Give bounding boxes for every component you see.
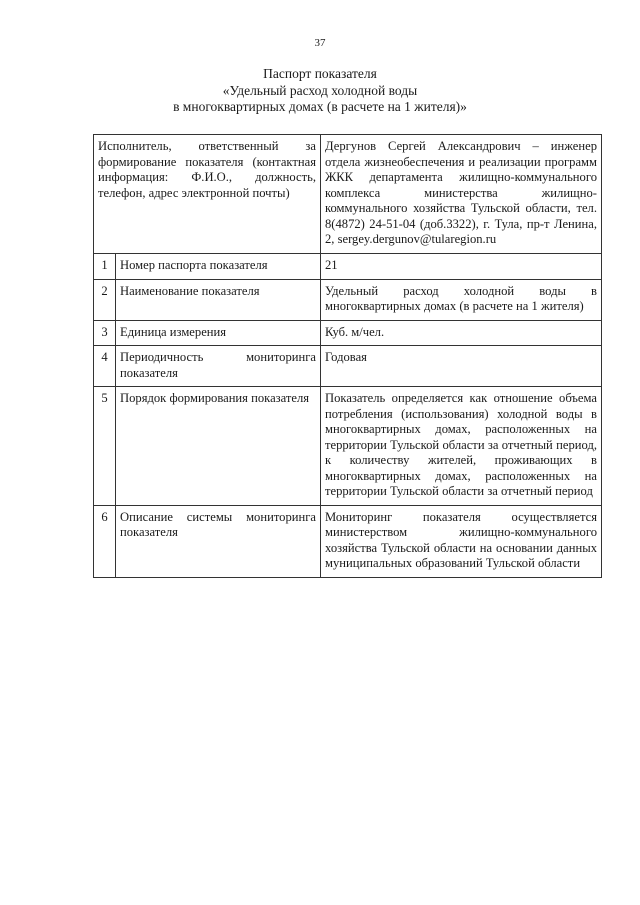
row-number: 3 (94, 320, 116, 346)
table-row (94, 279, 602, 320)
row-label: Единица измерения (116, 320, 321, 346)
row-number: 1 (94, 254, 116, 280)
table-row (94, 387, 602, 506)
title-line-2: «Удельный расход холодной воды (222, 82, 418, 98)
row-value: Куб. м/чел. (321, 320, 602, 346)
row-value: Мониторинг показателя осуществляется министерством жилищно-коммунального хозяйства Тульской области на основании данных муниципальных образований Тульской области (321, 505, 602, 577)
executor-label: Исполнитель, ответственный за формирование показателя (контактная информация: Ф.И.О., должность, телефон, адрес электронной почты) (94, 135, 321, 254)
table-row (94, 320, 602, 346)
page-number: 37 (314, 37, 326, 49)
title-line-1: Паспорт показателя (263, 66, 377, 81)
table-row-executor (94, 135, 602, 254)
title-line-3: в многоквартирных домах (в расчете на 1 жителя)» (173, 99, 467, 114)
passport-rows-table (93, 253, 602, 578)
row-number: 6 (94, 505, 116, 577)
row-label: Порядок формирования показателя (116, 387, 321, 506)
table-row (94, 505, 602, 577)
document-title (0, 66, 640, 116)
table-row (94, 254, 602, 280)
row-value: Удельный расход холодной воды в многоквартирных домах (в расчете на 1 жителя) (321, 279, 602, 320)
executor-value: Дергунов Сергей Александрович – инженер отдела жизнеобеспечения и реализации программ ЖКК департамента жилищно-коммунального комплекса министерства жилищно-коммунального хозяйства Тульской области, тел. 8(4872) 24-51-04 (доб.3322), г. Тула, пр-т Ленина, 2, sergey.dergunov@tularegion.ru (321, 135, 602, 254)
row-value: Годовая (321, 346, 602, 387)
row-number: 4 (94, 346, 116, 387)
row-label: Наименование показателя (116, 279, 321, 320)
row-label: Описание системы мониторинга показателя (116, 505, 321, 577)
row-value: 21 (321, 254, 602, 280)
row-number: 2 (94, 279, 116, 320)
passport-table (93, 134, 602, 254)
row-label: Номер паспорта показателя (116, 254, 321, 280)
row-value: Показатель определяется как отношение объема потребления (использования) холодной воды в многоквартирных домах, расположенных на территории Тульской области за отчетный период, к количеству жителей, проживающих в многоквартирных домах, расположенных на территории Тульской области за отчетный период (321, 387, 602, 506)
table-row (94, 346, 602, 387)
row-number: 5 (94, 387, 116, 506)
row-label: Периодичность мониторинга показателя (116, 346, 321, 387)
